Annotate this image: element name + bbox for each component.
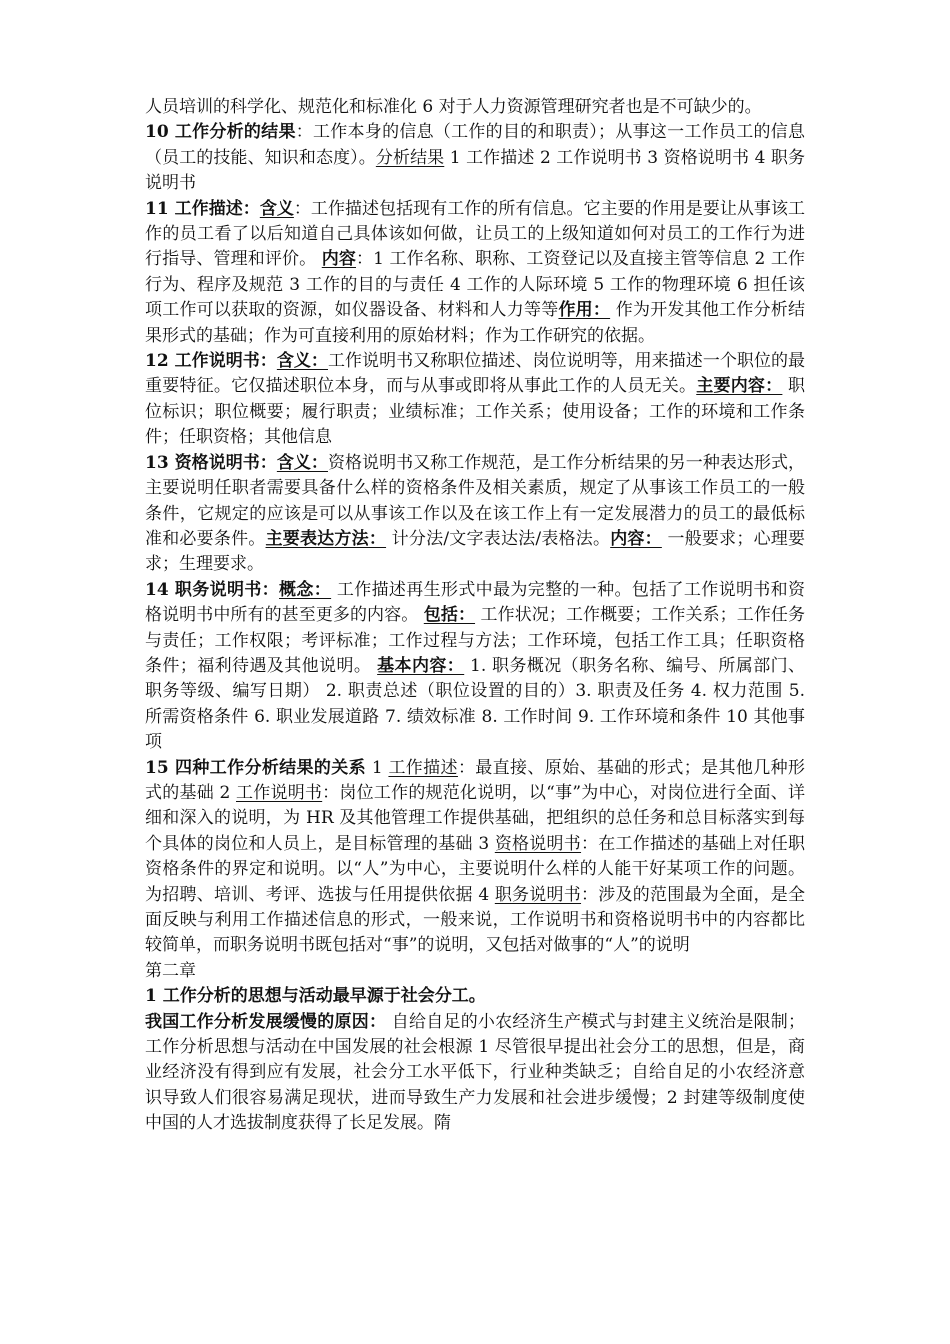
text-run: 1. 职务概况（职务名称、编号、所属部门、职务等级、编写日期） 2. 职责总述（职位设置的目的）3. 职责及任务 4. 权力范围 5. 所需资格条件 6. 职业发展道路 7. 绩效标准 8. 工作时间 9. 工作环境和条件 10 其他事项 <box>145 655 806 753</box>
bold-underlined-text-run: 含义： <box>276 351 328 372</box>
underlined-text-run: 工作描述 <box>388 757 458 778</box>
text-run: 自给自足的小农经济生产模式与封建主义统治是限制；工作分析思想与活动在中国发展的社会根源 1 尽管很早提出社会分工的思想，但是，商业经济没有得到应有发展，社会分工水平低下，行业种类缺乏；自给自足的小农经济意识导致人们很容易满足现状，进而导致生产力发展和社会进步缓慢；2 封建等级制度使中国的人才选拔制度获得了长足发展。隋 <box>145 1011 806 1134</box>
text-run: 一般要求；心理要求；生理要求。 <box>145 528 806 575</box>
paragraph-p12 <box>145 349 805 451</box>
paragraph-p14 <box>145 578 805 756</box>
text-run: 工作状况；工作概要；工作关系；工作任务与责任；工作权限；考评标准；工作过程与方法；工作环境，包括工作工具；任职资格条件；福利待遇及其他说明。 <box>145 605 806 676</box>
text-run: ：工作描述包括现有工作的所有信息。它主要的作用是要让从事该工作的员工看了以后知道自己具体该如何做，让员工的上级知道如何对员工的工作行为进行指导、管理和评价。 <box>145 198 806 270</box>
paragraph-p0 <box>145 95 805 120</box>
text-run: 资格说明书又称工作规范，是工作分析结果的另一种表达形式，主要说明任职者需要具备什么样的资格条件及相关素质，规定了从事该工作员工的一般条件，它规定的应该是可以从事该工作以及在该工作上有一定发展潜力的员工的最低标准和必要条件。 <box>145 452 806 549</box>
text-run: 工作描述再生形式中最为完整的一种。包括了工作说明书和资格说明书中所有的甚至更多的内容。 <box>145 579 806 626</box>
text-run: 作为开发其他工作分析结果形式的基础；作为可直接利用的原始材料；作为工作研究的依据。 <box>145 300 806 346</box>
bold-underlined-text-run: 包括： <box>423 605 476 626</box>
paragraph-p13 <box>145 451 805 578</box>
underlined-text-run: 资格说明书 <box>494 833 582 854</box>
underlined-text-run: 工作说明书 <box>236 782 323 803</box>
bold-text-run: 14 职务说明书： <box>145 579 280 600</box>
bold-underlined-text-run: 含义： <box>276 452 328 473</box>
text-run: ：1 工作名称、职称、工资登记以及直接主管等信息 2 工作行为、程序及规范 3 工作的目的与责任 4 工作的人际环境 5 工作的物理环境 6 担任该项工作可以获取的资源，如仪器设备、材料和人力等等 <box>145 249 806 321</box>
bold-underlined-text-run: 作用： <box>558 300 611 321</box>
text-run: 职位标识；职位概要；履行职责；业绩标准；工作关系；使用设备；工作的环境和工作条件；任职资格；其他信息 <box>145 376 806 448</box>
text-run: ：最直接、原始、基础的形式；是其他几种形式的基础 2 <box>145 757 806 803</box>
text-run: 人员培训的科学化、规范化和标准化 6 对于人力资源管理研究者也是不可缺少的。 <box>145 97 762 117</box>
paragraph-p15 <box>145 756 805 959</box>
paragraph-p11 <box>145 197 805 349</box>
bold-text-run: 10 工作分析的结果 <box>145 122 296 143</box>
bold-underlined-text-run: 主要表达方法： <box>265 528 387 549</box>
bold-text-run: 11 工作描述： <box>145 198 260 219</box>
bold-text-run: 我国工作分析发展缓慢的原因： <box>145 1011 387 1032</box>
bold-text-run: 1 工作分析的思想与活动最早源于社会分工。 <box>145 986 486 1007</box>
bold-underlined-text-run: 含义 <box>259 198 294 219</box>
text-run: ：在工作描述的基础上对任职资格条件的界定和说明。以“人”为中心，主要说明什么样的人能干好某项工作的问题。为招聘、培训、考评、选拔与任用提供依据 4 <box>145 833 806 905</box>
bold-underlined-text-run: 概念： <box>279 579 332 600</box>
paragraph-p10 <box>145 120 805 196</box>
text-run: 1 <box>366 757 389 778</box>
text-run: 1 工作描述 2 工作说明书 3 资格说明书 4 职务说明书 <box>145 147 806 194</box>
underlined-text-run: 职务说明书 <box>494 884 582 905</box>
text-run: 工作说明书又称职位描述、岗位说明等，用来描述一个职位的最重要特征。它仅描述职位本身，而与从事或即将从事此工作的人员无关。 <box>145 351 806 397</box>
paragraph-c2 <box>145 1010 805 1137</box>
bold-text-run: 15 四种工作分析结果的关系 <box>145 757 367 778</box>
bold-text-run: 12 工作说明书： <box>145 351 277 372</box>
underlined-text-run: 分析结果 <box>375 147 445 168</box>
text-run: ：岗位工作的规范化说明，以“事”为中心，对岗位进行全面、详细和深入的说明，为 HR 及其他管理工作提供基础，把组织的总任务和总目标落实到每个具体的岗位和人员上，是目标管理的基础 3 <box>145 782 806 854</box>
document-body <box>145 95 805 1137</box>
text-run: 第二章 <box>145 960 196 981</box>
bold-text-run: 13 资格说明书： <box>145 452 277 473</box>
bold-underlined-text-run: 内容： <box>610 528 662 549</box>
bold-underlined-text-run: 基本内容： <box>377 655 465 676</box>
text-run: ：涉及的范围最为全面，是全面反映与利用工作描述信息的形式，一般来说，工作说明书和资格说明书中的内容都比较简单，而职务说明书既包括对“事”的说明，又包括对做事的“人”的说明 <box>145 884 806 956</box>
paragraph-ch2 <box>145 959 805 984</box>
bold-underlined-text-run: 主要内容： <box>696 376 783 397</box>
bold-underlined-text-run: 内容 <box>321 249 356 270</box>
paragraph-c1 <box>145 984 805 1009</box>
text-run: 计分法/文字表达法/表格法。 <box>386 528 611 549</box>
text-run: ：工作本身的信息（工作的目的和职责）；从事这一工作员工的信息（员工的技能、知识和态度）。 <box>145 122 806 168</box>
